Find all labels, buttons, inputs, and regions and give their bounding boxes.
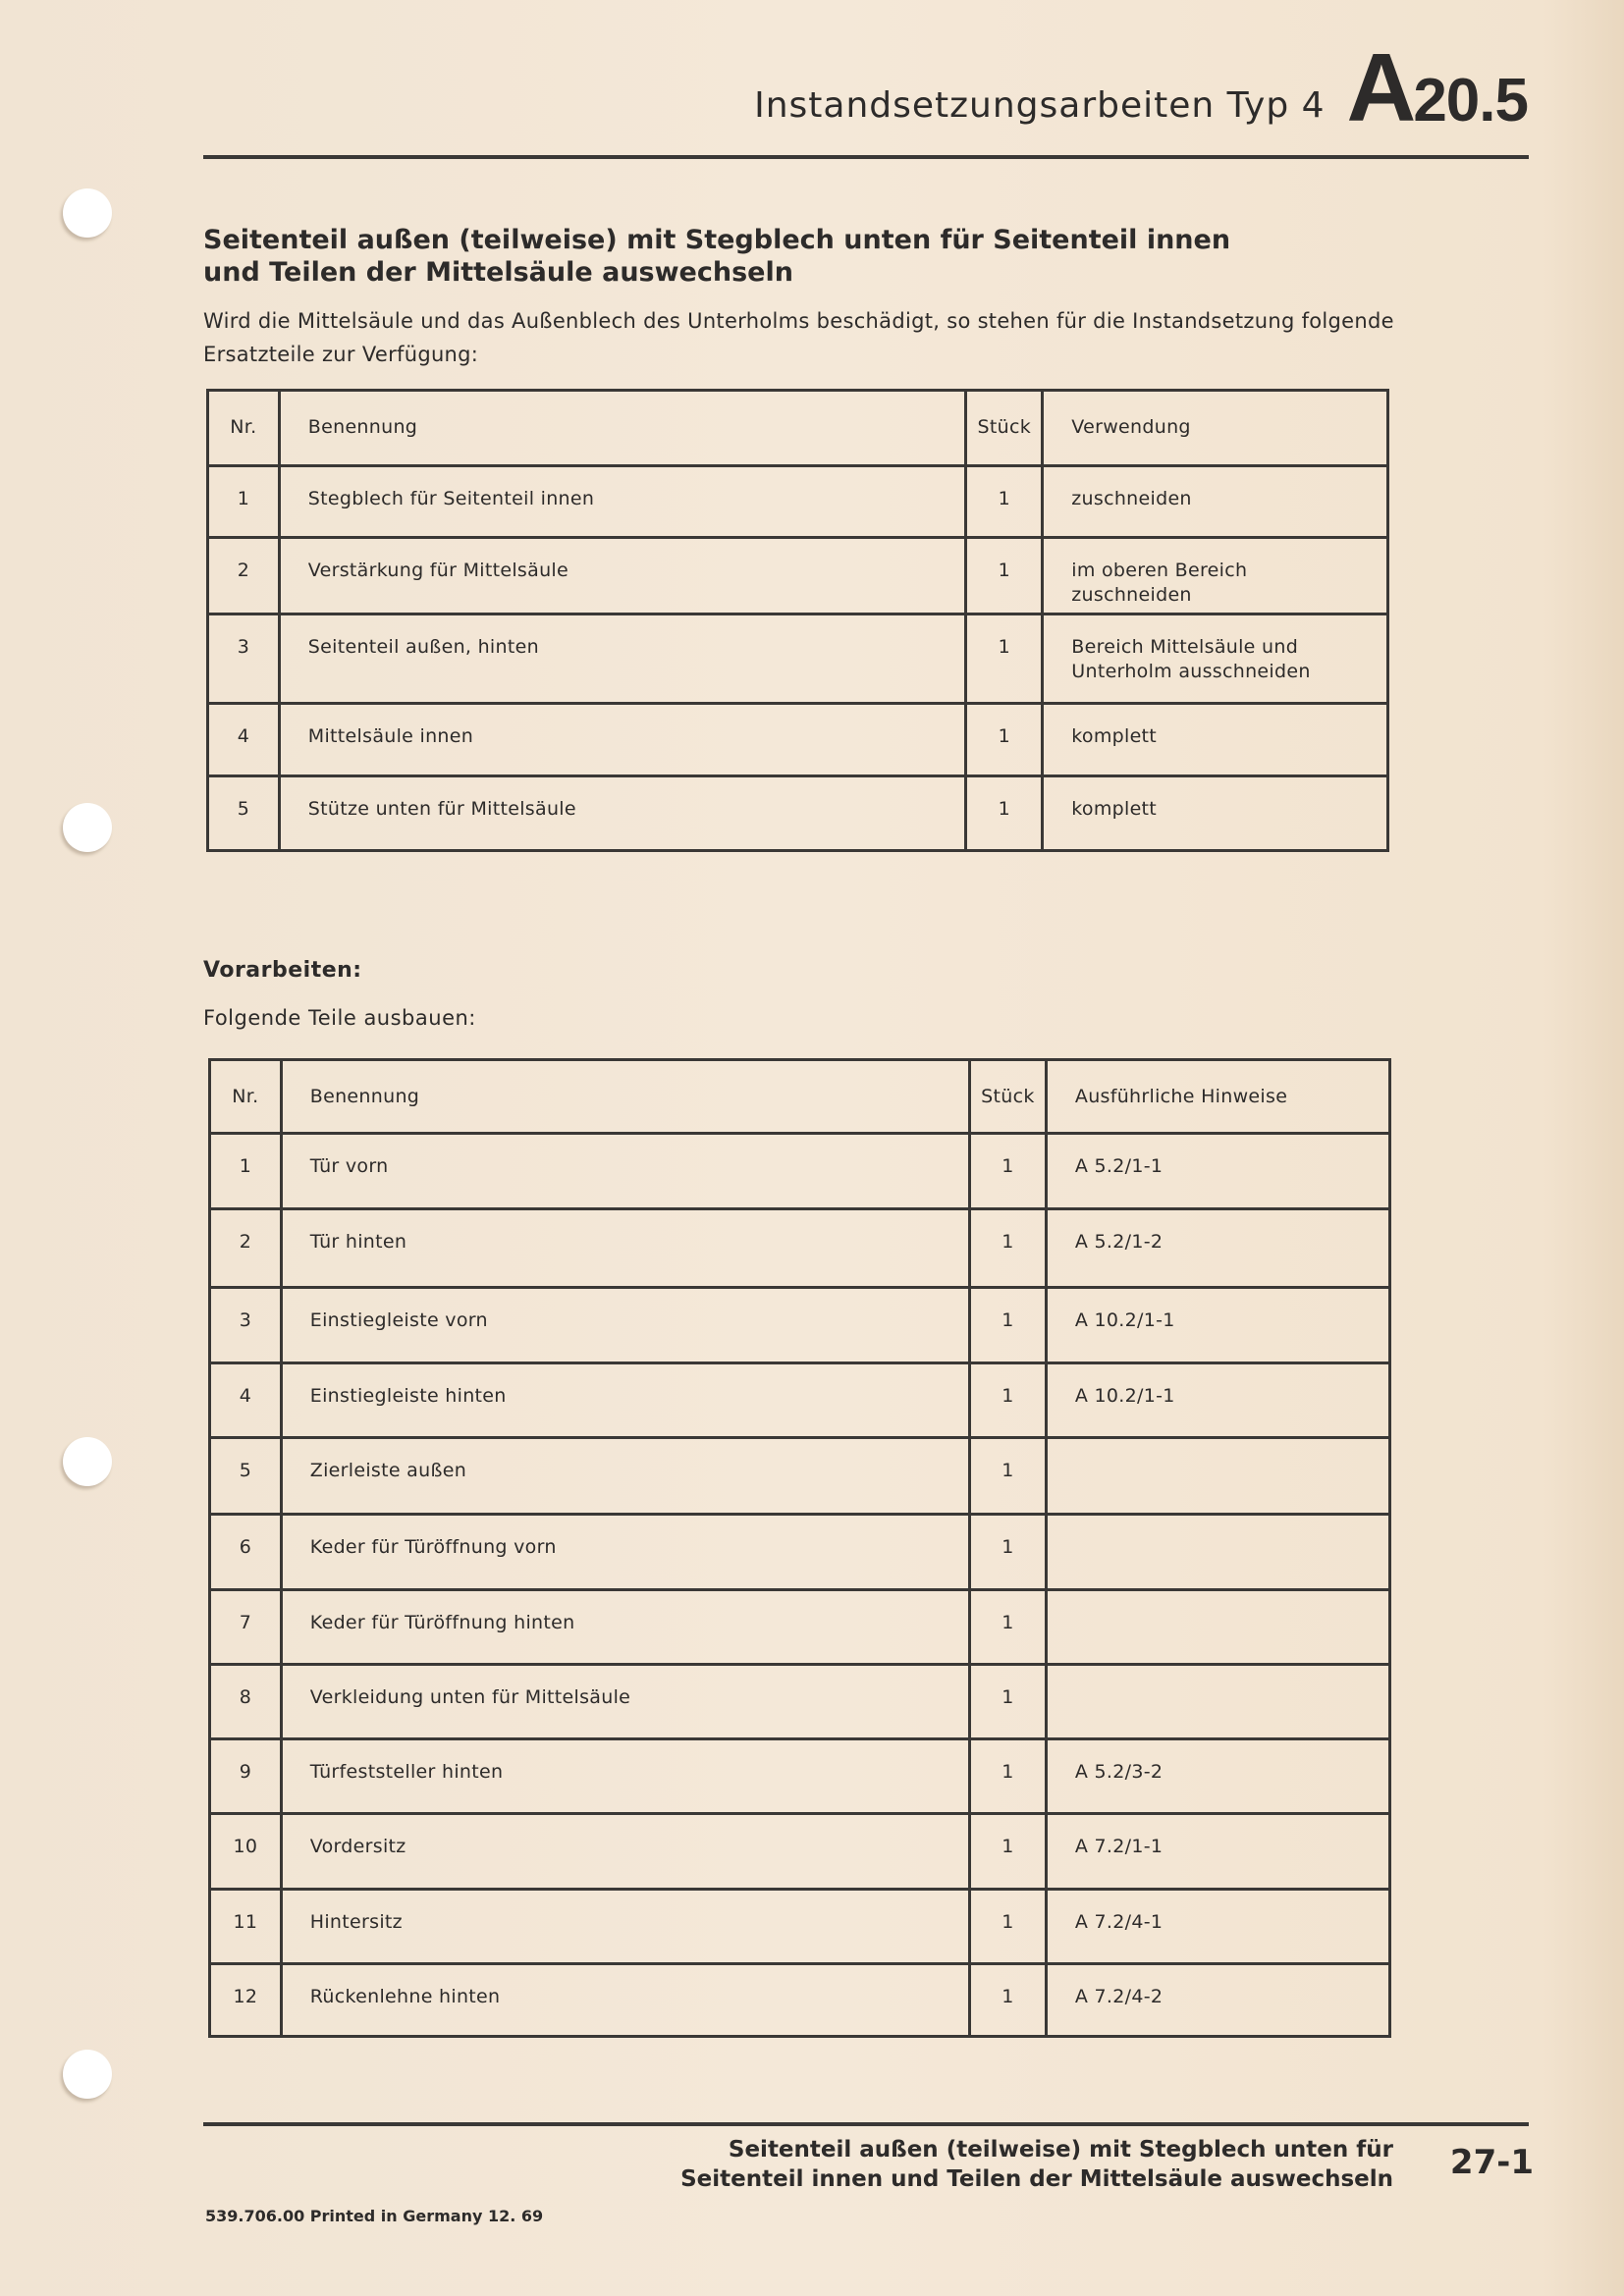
column-header: Nr.: [208, 391, 280, 466]
table-cell: 1: [966, 704, 1043, 776]
footer-rule: [203, 2122, 1529, 2126]
header-rule: [203, 155, 1529, 159]
table-row: [210, 1590, 1390, 1665]
table-cell: komplett: [1043, 704, 1388, 776]
table-cell: Mittelsäule innen: [279, 704, 965, 776]
table-cell: 1: [208, 466, 280, 538]
column-header: Benennung: [281, 1060, 969, 1134]
table-row: [210, 1438, 1390, 1515]
prep-heading: Vorarbeiten:: [203, 958, 362, 983]
table-cell: 1: [969, 1515, 1046, 1590]
table-cell: 12: [210, 1964, 282, 2037]
table-cell: Verstärkung für Mittelsäule: [279, 538, 965, 614]
table-cell: Bereich Mittelsäule und Unterholm ausschneiden: [1043, 614, 1388, 704]
table-cell: Seitenteil außen, hinten: [279, 614, 965, 704]
table-cell: 1: [969, 1438, 1046, 1515]
table-cell: Einstiegleiste hinten: [281, 1363, 969, 1438]
footer-title: Seitenteil außen (teilweise) mit Stegblech unten für Seitenteil innen und Teilen der Mittelsäule auswechseln: [680, 2137, 1393, 2192]
section-title: Instandsetzungsarbeiten Typ 4: [754, 85, 1326, 126]
table-cell: 3: [210, 1288, 282, 1363]
table-row: [210, 1665, 1390, 1739]
table-cell: Keder für Türöffnung vorn: [281, 1515, 969, 1590]
table-cell: 1: [966, 466, 1043, 538]
table-cell: 11: [210, 1890, 282, 1964]
table-row: [208, 614, 1388, 704]
table-cell: 1: [969, 1890, 1046, 1964]
table-row: [210, 1739, 1390, 1814]
table-cell: 5: [210, 1438, 282, 1515]
table-cell: komplett: [1043, 776, 1388, 851]
table-cell: Hintersitz: [281, 1890, 969, 1964]
table-cell: zuschneiden: [1043, 466, 1388, 538]
table-cell: 1: [969, 1288, 1046, 1363]
table-header-row: [208, 391, 1388, 466]
table-cell: A 10.2/1-1: [1046, 1288, 1389, 1363]
column-header: Nr.: [210, 1060, 282, 1134]
table-cell: 5: [208, 776, 280, 851]
table-row: [210, 1363, 1390, 1438]
table-cell: 1: [966, 614, 1043, 704]
prep-table: [208, 1058, 1391, 2038]
column-header: Benennung: [279, 391, 965, 466]
column-header: Ausführliche Hinweise: [1046, 1060, 1389, 1134]
print-info: 539.706.00 Printed in Germany 12. 69: [205, 2207, 544, 2225]
table-cell: Vordersitz: [281, 1814, 969, 1890]
table-cell: A 10.2/1-1: [1046, 1363, 1389, 1438]
table-row: [210, 1288, 1390, 1363]
prep-subheading: Folgende Teile ausbauen:: [203, 1006, 476, 1030]
table-row: [210, 1964, 1390, 2037]
table-cell: 1: [969, 1739, 1046, 1814]
table-cell: Stegblech für Seitenteil innen: [279, 466, 965, 538]
table-cell: A 7.2/4-2: [1046, 1964, 1389, 2037]
table-cell: 1: [969, 1363, 1046, 1438]
table-cell: 4: [210, 1363, 282, 1438]
section-code-number: 20.5: [1413, 67, 1528, 134]
intro-text: Wird die Mittelsäule und das Außenblech des Unterholms beschädigt, so stehen für die Instandsetzung folgende Ersatzteile zur Verfügung:: [203, 309, 1394, 366]
table-cell: Rückenlehne hinten: [281, 1964, 969, 2037]
table-cell: 10: [210, 1814, 282, 1890]
table-cell: 8: [210, 1665, 282, 1739]
table-cell: 1: [969, 1134, 1046, 1209]
table-header-row: [210, 1060, 1390, 1134]
table-row: [210, 1209, 1390, 1288]
table-cell: A 5.2/3-2: [1046, 1739, 1389, 1814]
table-row: [210, 1814, 1390, 1890]
punch-hole: [63, 2050, 112, 2099]
table-row: [208, 538, 1388, 614]
table-cell: 9: [210, 1739, 282, 1814]
table-cell: Tür hinten: [281, 1209, 969, 1288]
table-cell: 1: [969, 1665, 1046, 1739]
table-cell: 1: [969, 1209, 1046, 1288]
column-header: Stück: [969, 1060, 1046, 1134]
table-row: [210, 1890, 1390, 1964]
table-cell: 7: [210, 1590, 282, 1665]
table-cell: 1: [969, 1964, 1046, 2037]
page-number: 27-1: [1449, 2143, 1534, 2182]
table-row: [210, 1515, 1390, 1590]
table-cell: [1046, 1665, 1389, 1739]
table-cell: [1046, 1590, 1389, 1665]
table-cell: Keder für Türöffnung hinten: [281, 1590, 969, 1665]
table-cell: 2: [210, 1209, 282, 1288]
page-title: Seitenteil außen (teilweise) mit Stegblech unten für Seitenteil innen und Teilen der Mittelsäule auswechseln: [203, 225, 1231, 288]
table-cell: im oberen Bereich zuschneiden: [1043, 538, 1388, 614]
table-cell: [1046, 1515, 1389, 1590]
table-cell: 1: [210, 1134, 282, 1209]
punch-hole: [63, 188, 112, 238]
table-cell: 3: [208, 614, 280, 704]
table-cell: Zierleiste außen: [281, 1438, 969, 1515]
table-cell: [1046, 1438, 1389, 1515]
table-cell: 1: [966, 776, 1043, 851]
table-cell: A 7.2/1-1: [1046, 1814, 1389, 1890]
table-cell: Stütze unten für Mittelsäule: [279, 776, 965, 851]
table-row: [210, 1134, 1390, 1209]
table-cell: A 5.2/1-1: [1046, 1134, 1389, 1209]
parts-table: [206, 389, 1389, 852]
table-cell: Einstiegleiste vorn: [281, 1288, 969, 1363]
table-cell: 1: [966, 538, 1043, 614]
table-cell: 1: [969, 1814, 1046, 1890]
table-row: [208, 466, 1388, 538]
table-cell: 2: [208, 538, 280, 614]
table-cell: A 5.2/1-2: [1046, 1209, 1389, 1288]
punch-hole: [63, 803, 112, 852]
table-cell: 4: [208, 704, 280, 776]
table-cell: Türfeststeller hinten: [281, 1739, 969, 1814]
section-code-letter: A: [1346, 33, 1414, 141]
column-header: Stück: [966, 391, 1043, 466]
punch-hole: [63, 1437, 112, 1486]
page-header: [754, 33, 1528, 141]
table-cell: 1: [969, 1590, 1046, 1665]
table-row: [208, 704, 1388, 776]
column-header: Verwendung: [1043, 391, 1388, 466]
table-cell: Tür vorn: [281, 1134, 969, 1209]
section-code: [1346, 33, 1528, 141]
table-row: [208, 776, 1388, 851]
table-cell: A 7.2/4-1: [1046, 1890, 1389, 1964]
table-cell: Verkleidung unten für Mittelsäule: [281, 1665, 969, 1739]
table-cell: 6: [210, 1515, 282, 1590]
